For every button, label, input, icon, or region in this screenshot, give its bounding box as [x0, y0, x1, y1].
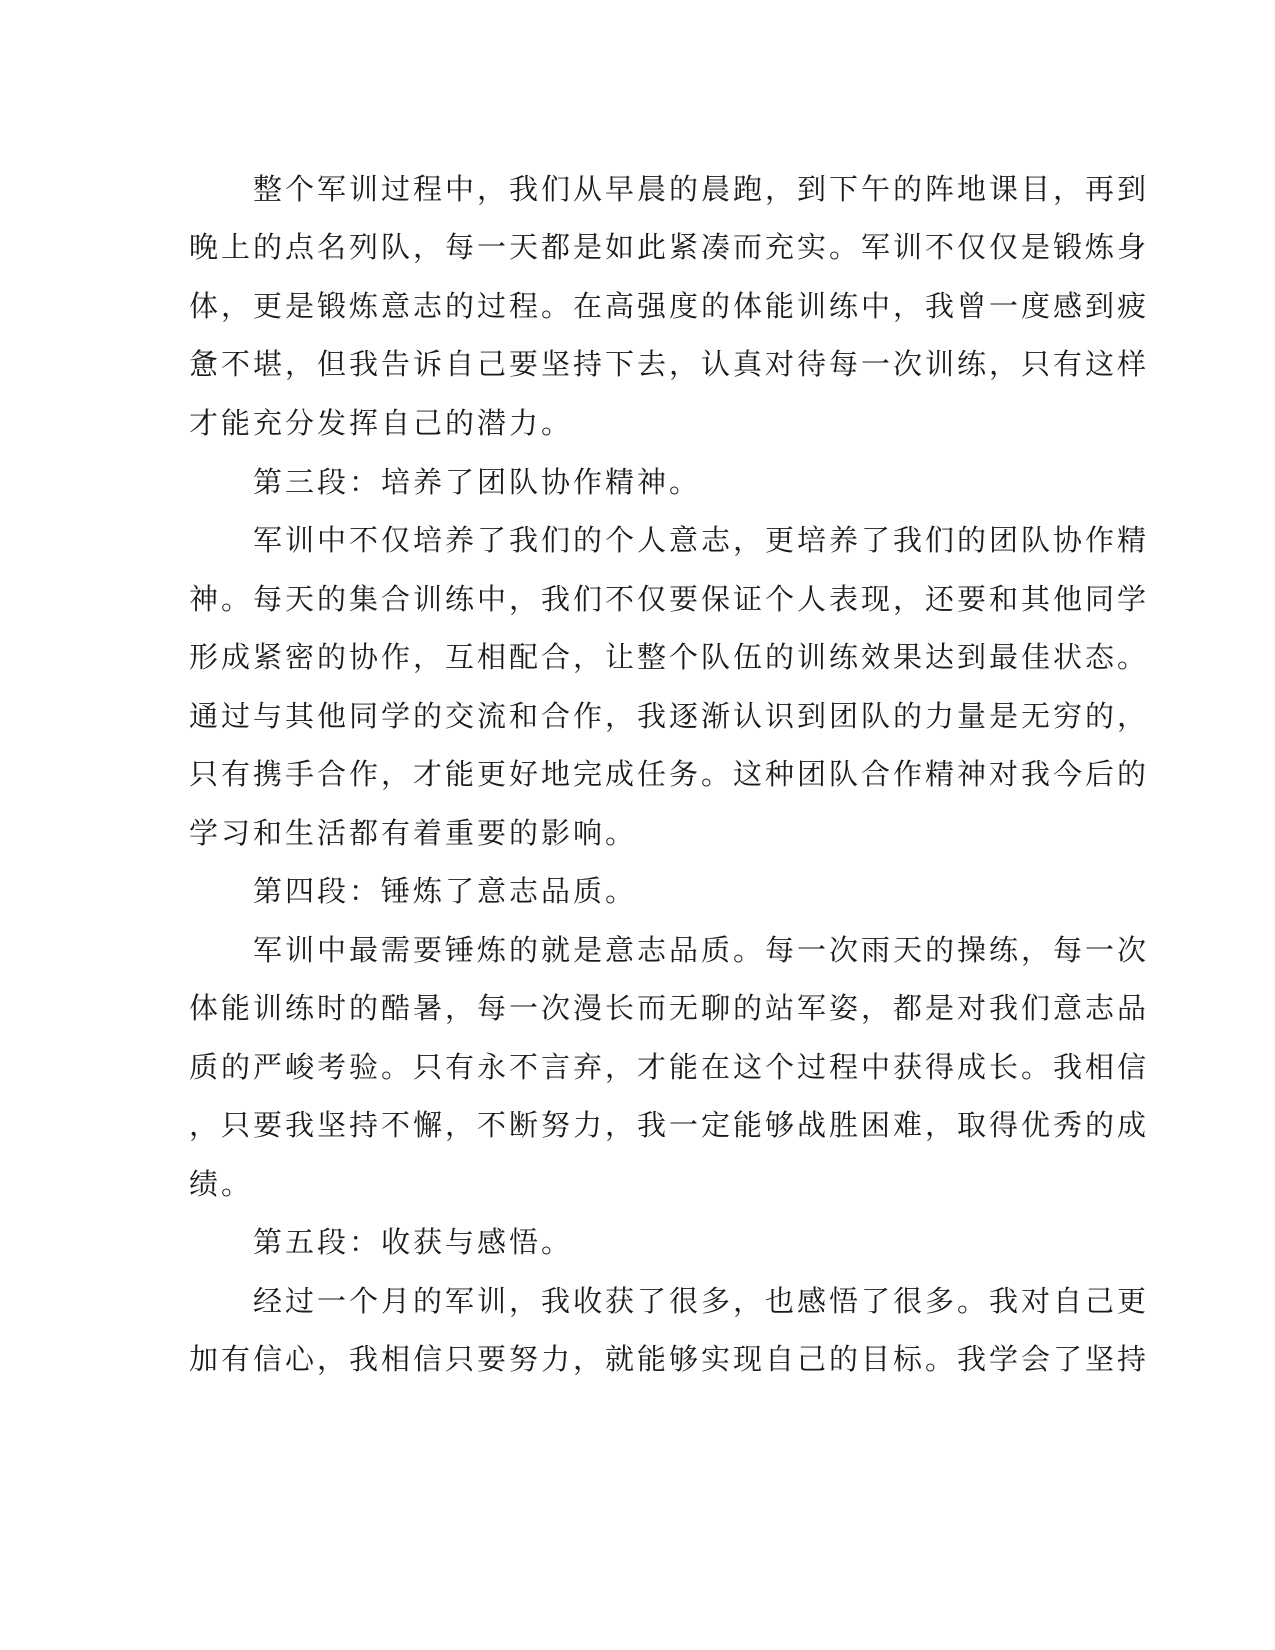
section-heading: 第五段：收获与感悟。	[189, 1225, 574, 1259]
text-line: 经过一个月的军训，我收获了很多，也感悟了很多。我对自己更	[189, 1284, 1150, 1318]
text-line: 学习和生活都有着重要的影响。	[189, 816, 638, 850]
text-line: 只有携手合作，才能更好地完成任务。这种团队合作精神对我今后的	[189, 757, 1150, 791]
text-line: 绩。	[189, 1167, 254, 1201]
text-line: 加有信心，我相信只要努力，就能够实现自己的目标。我学会了坚持	[189, 1342, 1150, 1376]
section-heading: 第三段：培养了团队协作精神。	[189, 465, 702, 499]
text-line: 体，更是锻炼意志的过程。在高强度的体能训练中，我曾一度感到疲	[189, 289, 1150, 323]
text-line: 整个军训过程中，我们从早晨的晨跑，到下午的阵地课目，再到	[189, 172, 1150, 206]
text-line: 质的严峻考验。只有永不言弃，才能在这个过程中获得成长。我相信	[189, 1050, 1150, 1084]
text-line: 军训中不仅培养了我们的个人意志，更培养了我们的团队协作精	[189, 523, 1150, 557]
text-line: 军训中最需要锤炼的就是意志品质。每一次雨天的操练，每一次	[189, 933, 1150, 967]
section-heading: 第四段：锤炼了意志品质。	[189, 874, 638, 908]
text-line: 晚上的点名列队，每一天都是如此紧凑而充实。军训不仅仅是锻炼身	[189, 230, 1150, 264]
text-line: ，只要我坚持不懈，不断努力，我一定能够战胜困难，取得优秀的成	[189, 1108, 1150, 1142]
text-line: 通过与其他同学的交流和合作，我逐渐认识到团队的力量是无穷的，	[189, 699, 1150, 733]
text-line: 体能训练时的酷暑，每一次漫长而无聊的站军姿，都是对我们意志品	[189, 991, 1150, 1025]
text-line: 才能充分发挥自己的潜力。	[189, 406, 574, 440]
text-line: 神。每天的集合训练中，我们不仅要保证个人表现，还要和其他同学	[189, 582, 1150, 616]
text-line: 惫不堪，但我告诉自己要坚持下去，认真对待每一次训练，只有这样	[189, 347, 1150, 381]
text-line: 形成紧密的协作，互相配合，让整个队伍的训练效果达到最佳状态。	[189, 640, 1150, 674]
